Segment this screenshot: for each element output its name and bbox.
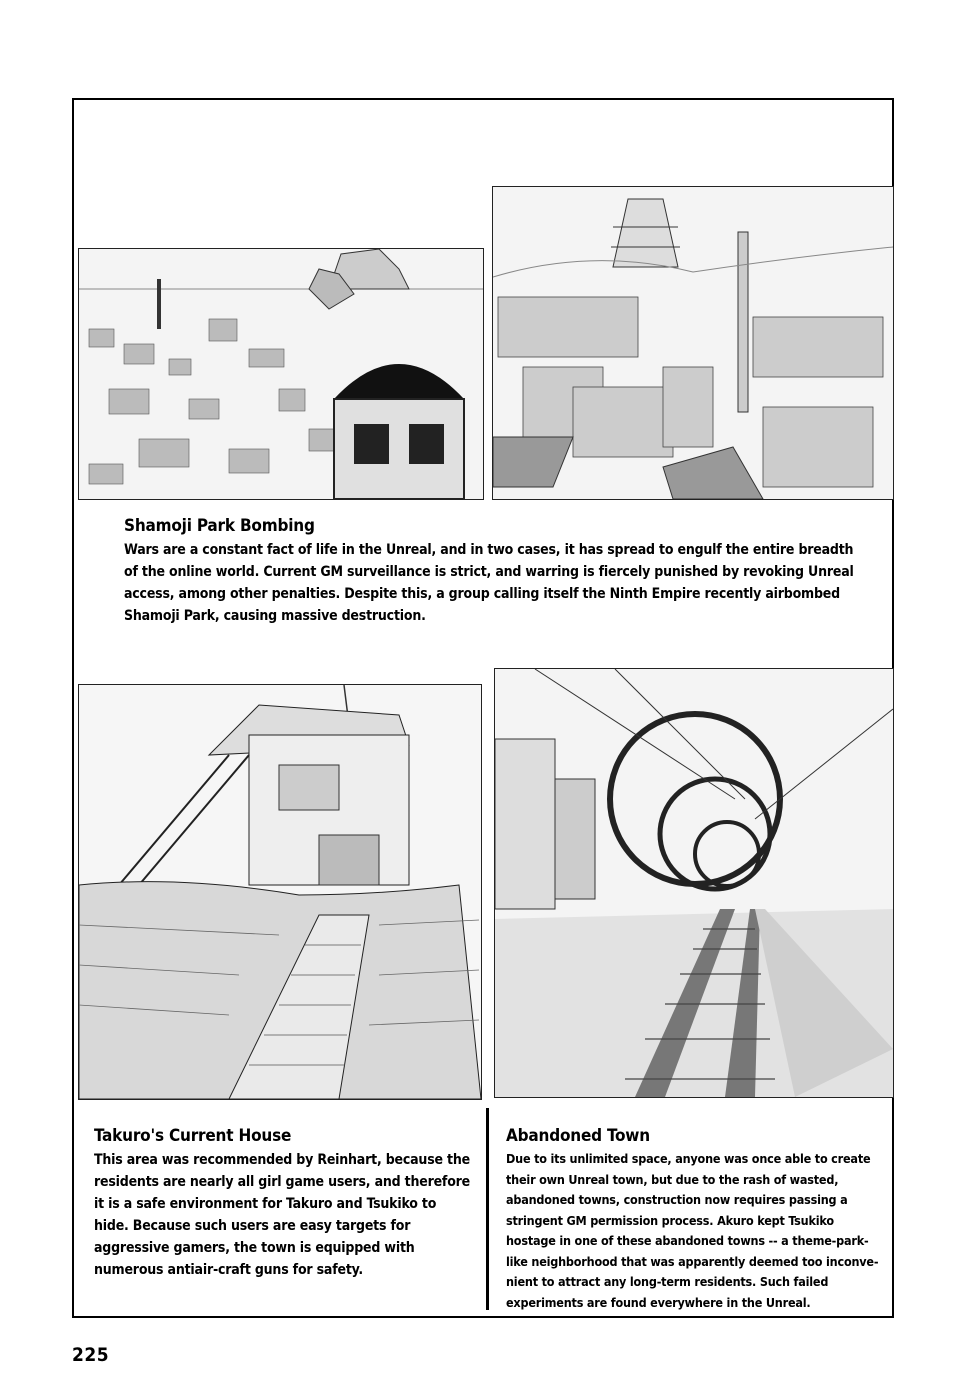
section-title: Shamoji Park Bombing — [124, 516, 315, 536]
section-abandoned-town — [506, 1126, 886, 1313]
page-number: 225 — [72, 1344, 110, 1366]
column-divider — [486, 1108, 489, 1310]
section-body: Due to its unlimited space, anyone was once able to create their own Unreal town, but due to the rash of wasted, abandoned towns, construction now requires passing a stringent GM permission process. Akuro kept Tsukiko hostage in one of these abandoned towns -- a theme-park-like neighborhood that was apparently deemed too inconve-nient to attract any long-term residents. Such failed experiments are found everywhere in the Unreal. — [506, 1151, 879, 1310]
section-body: This area was recommended by Reinhart, because the residents are nearly all girl game users, and therefore it is a safe environment for Takuro and Tsukiko to hide. Because such users are easy targets for aggressive gamers, the town is equipped with numerous antiair-craft guns for safety. — [94, 1152, 471, 1278]
section-shamoji-park — [124, 516, 864, 627]
illustration-house — [78, 684, 482, 1100]
illustration-railway — [494, 668, 894, 1098]
section-title: Abandoned Town — [506, 1126, 650, 1146]
illustration-town-tower — [492, 186, 894, 500]
illustration-bombed-city — [78, 248, 484, 500]
section-title: Takuro's Current House — [94, 1126, 292, 1146]
section-takuro-house — [94, 1126, 472, 1281]
section-body: Wars are a constant fact of life in the Unreal, and in two cases, it has spread to engulf the entire breadth of the online world. Current GM surveillance is strict, and warring is fiercely punished by revoking Unreal access, among other penalties. Despite this, a group calling itself the Ninth Empire recently airbombed Shamoji Park, causing massive destruction. — [124, 542, 854, 624]
